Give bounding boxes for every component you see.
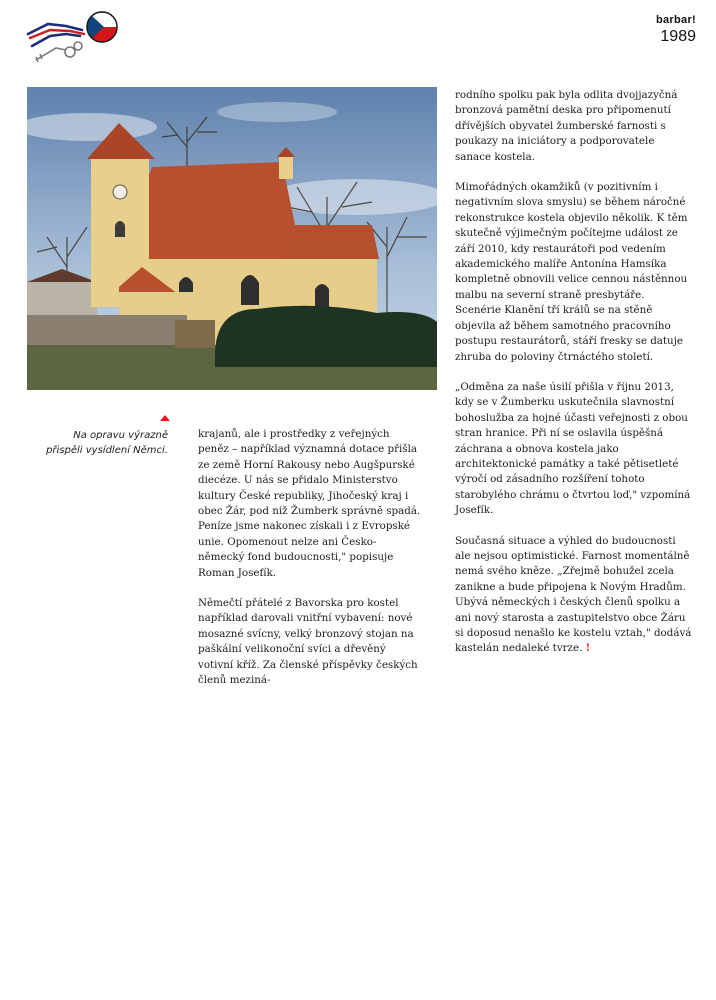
church-photo <box>27 87 437 390</box>
paragraph: krajanů, ale i prostředky z veřejných peněz – například významná dotace přišla ze země Horní Rakousy nebo Augšpurské diecéze. U nás se přidalo Ministerstvo kultury České republiky, Jihočeský kraj i obec Žár, pod niž Žumberk správně spadá. Peníze jsme nakonec získali i z Evropské unie. Opomenout nelze ani Česko-německý fond budoucnosti," popisuje Roman Josefík. <box>198 428 421 579</box>
brand <box>656 14 696 46</box>
end-mark: ! <box>585 642 591 655</box>
caption-text: Na opravu výrazně přispěli vysídlení Němci. <box>46 430 168 456</box>
article-column-right <box>455 88 693 672</box>
article-column-middle <box>198 427 422 704</box>
paragraph: rodního spolku pak byla odlita dvojjazyčná bronzová pamětní deska pro připomenutí dřívějších obyvatel žumberské farnosti s poukazy na iniciátory a podporovatele sanace kostela. <box>455 89 678 163</box>
issue-year: 1989 <box>660 28 696 45</box>
photo-caption <box>40 428 168 458</box>
logo <box>26 10 122 72</box>
paragraph-text: Současná situace a výhled do budoucnosti ale nejsou optimistické. Farnost momentálně nemá svého kněze. „Zřejmě bohužel zcela zanikne a bude připojena k Novým Hradům. Ubývá německých i českých členů spolku a ani nový starosta a zastupitelstvo obce Žáru si doposud nenašlo ke kostelu vztah," dodává kastelán nedaleké tvrze. <box>455 534 692 655</box>
paragraph: Němečtí přátelé z Bavorska pro kostel například darovali vnitřní vybavení: nové mosazné svícny, velký bronzový stojan na paškální velikonoční svíci a dřevěný votivní kříž. Za členské příspěvky českých členů meziná- <box>198 597 418 687</box>
paragraph-last <box>455 534 693 657</box>
keys-flag-logo-icon <box>26 10 122 72</box>
triangle-marker-icon <box>160 415 170 421</box>
paragraph: „Odměna za naše úsilí přišla v říjnu 2013, kdy se v Žumberku uskutečnila slavnostní bohoslužba za hojné účasti veřejnosti z obou stran hranice. Při ní se oslavila úspěšná záchrana a obnova kostela jako architektonické památky a také pětisetleté výročí od zásadního rozšíření tohoto starobylého chrámu o čtvrtou loď," vzpomíná Josefík. <box>455 380 691 517</box>
brand-name: barbar! <box>656 14 696 26</box>
paragraph: Mimořádných okamžiků (v pozitivním i negativním slova smyslu) se během náročné rekonstrukce kostela objevilo několik. K těm skutečně výjimečným počítejme událost ze září 2010, kdy restaurátoři pod vedením akademického malíře Antonína Hamsíka kompletně obnovili velice cennou nástěnnou malbu na severní straně presbytáře. Scenérie Klanění tří králů se na stěně objevila až během samotného pracovního postupu restaurátorů, stáří fresky se datuje zhruba do poloviny čtrnáctého století. <box>455 181 688 363</box>
